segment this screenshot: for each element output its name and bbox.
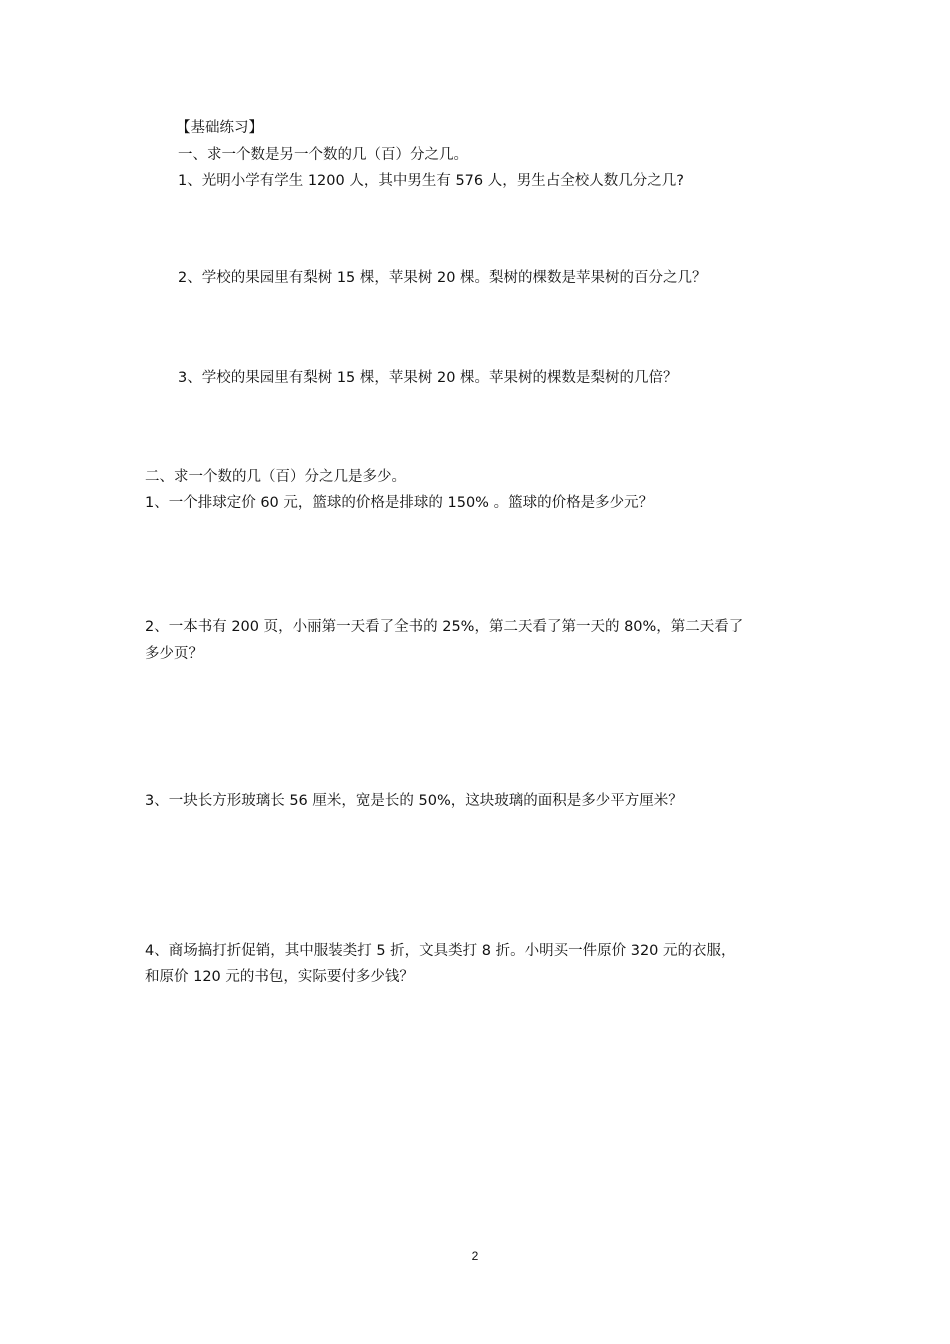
part1-question-3: 3、学校的果园里有梨树 15 棵，苹果树 20 棵。苹果树的棵数是梨树的几倍？: [178, 370, 678, 386]
part2-question-4-line2: 和原价 120 元的书包，实际要付多少钱？: [145, 969, 414, 985]
part2-heading: 二、求一个数的几（百）分之几是多少。: [145, 469, 406, 485]
part1-question-2: 2、学校的果园里有梨树 15 棵，苹果树 20 棵。梨树的棵数是苹果树的百分之几？: [178, 270, 707, 286]
part1-question-1: 1、光明小学有学生 1200 人，其中男生有 576 人，男生占全校人数几分之几?: [178, 173, 684, 189]
part1-heading: 一、求一个数是另一个数的几（百）分之几。: [178, 147, 468, 163]
part2-question-2-line1: 2、一本书有 200 页，小丽第一天看了全书的 25%，第二天看了第一天的 80%，第二天看了: [145, 619, 744, 635]
part2-question-4-line1: 4、商场搞打折促销，其中服装类打 5 折，文具类打 8 折。小明买一件原价 320 元的衣服，: [145, 943, 736, 959]
section-tag: 【基础练习】: [176, 120, 263, 136]
part2-question-1: 1、一个排球定价 60 元，篮球的价格是排球的 150% 。篮球的价格是多少元？: [145, 495, 654, 511]
part2-question-3: 3、一块长方形玻璃长 56 厘米，宽是长的 50%，这块玻璃的面积是多少平方厘米？: [145, 793, 683, 809]
page-number: 2: [471, 1249, 479, 1263]
part2-question-2-line2: 多少页？: [145, 646, 203, 662]
